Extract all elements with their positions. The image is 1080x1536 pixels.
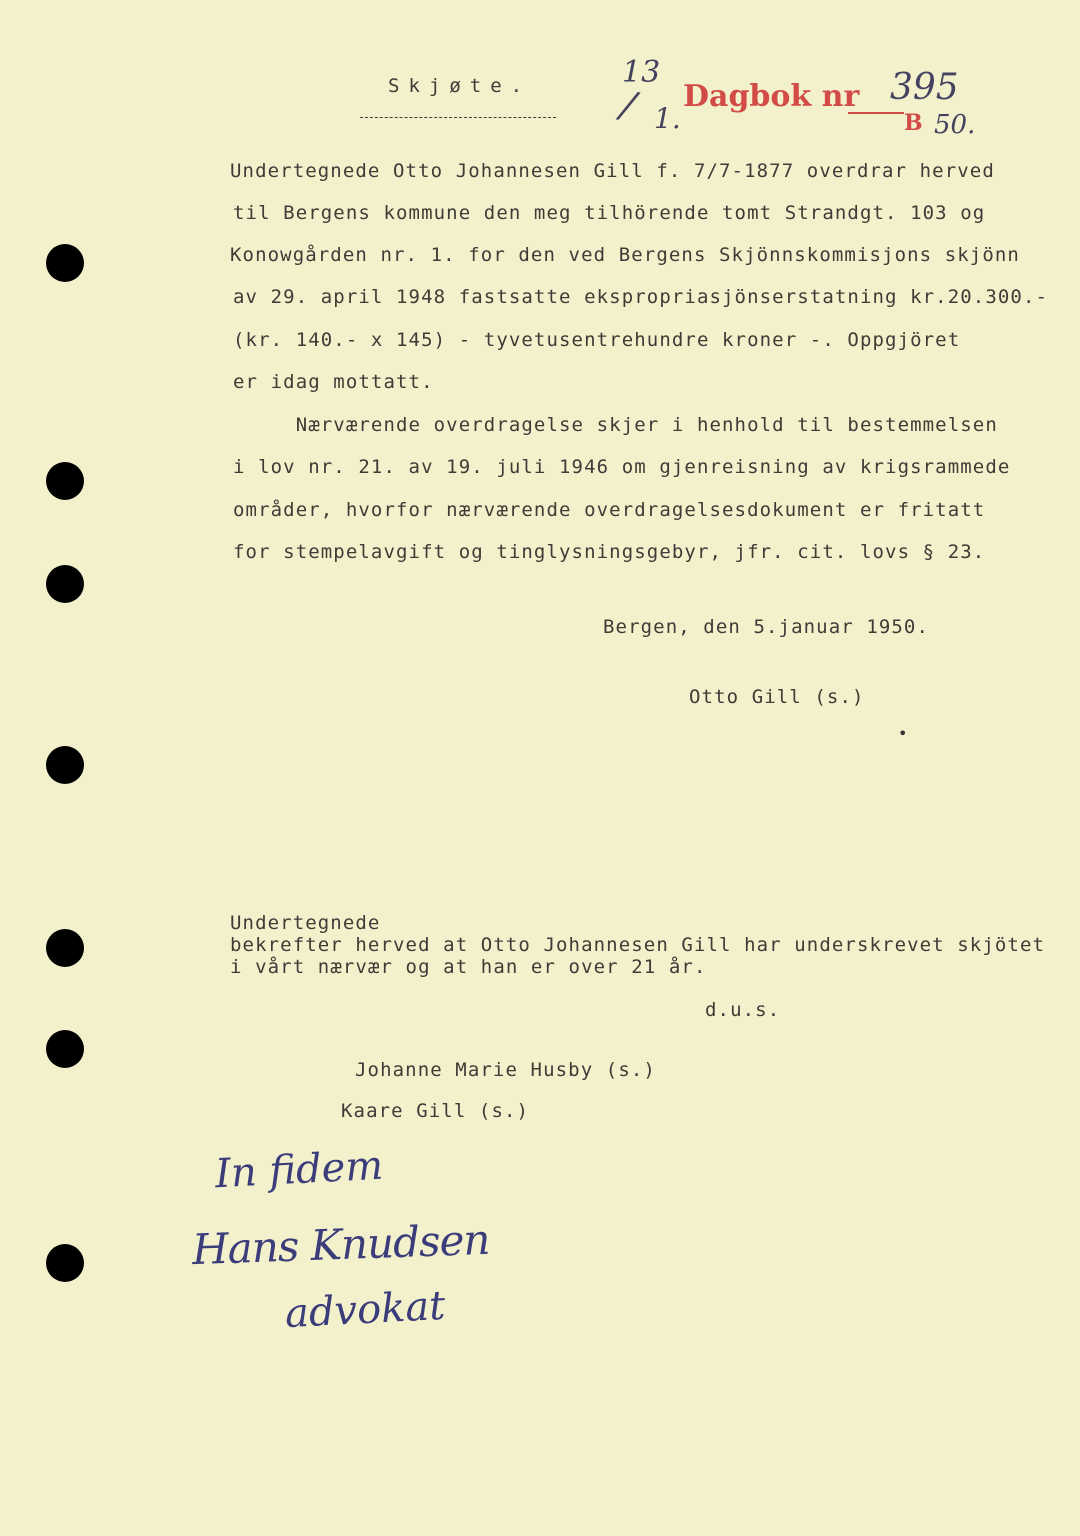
place-date: Bergen, den 5.januar 1950. — [603, 616, 930, 638]
witness-line: i vårt nærvær og at han er over 21 år. — [230, 956, 707, 978]
stray-mark: • — [898, 724, 908, 743]
body-line: Konowgården nr. 1. for den ved Bergens Skjönnskommisjons skjönn — [230, 244, 1020, 266]
body-line: (kr. 140.- x 145) - tyvetusentrehundre kroner -. Oppgjöret — [233, 329, 961, 351]
punch-hole — [46, 462, 84, 500]
witness-line: bekrefter herved at Otto Johannesen Gill har underskrevet skjötet — [230, 934, 1046, 956]
entry-date-day: 13 — [622, 55, 661, 90]
body-line: Undertegnede Otto Johannesen Gill f. 7/7-1877 overdrar herved — [230, 160, 995, 182]
stamp-number-line — [848, 112, 904, 114]
witness-signatory: Johanne Marie Husby (s.) — [355, 1059, 656, 1081]
body-line: Nærværende overdragelse skjer i henhold til bestemmelsen — [233, 414, 998, 436]
grantor-signature: Otto Gill (s.) — [689, 686, 865, 708]
handwritten-in-fidem: In fidem — [213, 1142, 385, 1198]
punch-hole — [46, 244, 84, 282]
handwritten-name: Hans Knudsen — [191, 1214, 491, 1275]
body-line: områder, hvorfor nærværende overdragelsesdokument er fritatt — [233, 499, 986, 521]
entry-date-slash: / — [617, 82, 640, 128]
punch-hole — [46, 1244, 84, 1282]
witness-line: Undertegnede — [230, 912, 381, 934]
witness-signatory: Kaare Gill (s.) — [341, 1100, 530, 1122]
punch-hole — [46, 929, 84, 967]
body-line: for stempelavgift og tinglysningsgebyr, jfr. cit. lovs § 23. — [233, 541, 986, 563]
title-underline — [360, 117, 556, 118]
document-title: Skjøte. — [388, 75, 532, 97]
dagbok-number: 395 — [890, 67, 959, 108]
dagbok-year: 50. — [934, 110, 976, 140]
body-line: i lov nr. 21. av 19. juli 1946 om gjenreisning av krigsrammede — [233, 456, 1011, 478]
entry-date-month: 1. — [654, 102, 681, 135]
handwritten-title: advokat — [283, 1282, 447, 1338]
body-line: er idag mottatt. — [233, 371, 434, 393]
body-line: til Bergens kommune den meg tilhörende tomt Strandgt. 103 og — [233, 202, 986, 224]
closing-abbreviation: d.u.s. — [705, 999, 781, 1021]
dagbok-stamp: Dagbok nr — [683, 79, 860, 114]
stamp-suffix: B — [904, 110, 923, 136]
punch-hole — [46, 746, 84, 784]
body-line: av 29. april 1948 fastsatte ekspropriasjönserstatning kr.20.300.- — [233, 286, 1049, 308]
punch-hole — [46, 565, 84, 603]
punch-hole — [46, 1030, 84, 1068]
